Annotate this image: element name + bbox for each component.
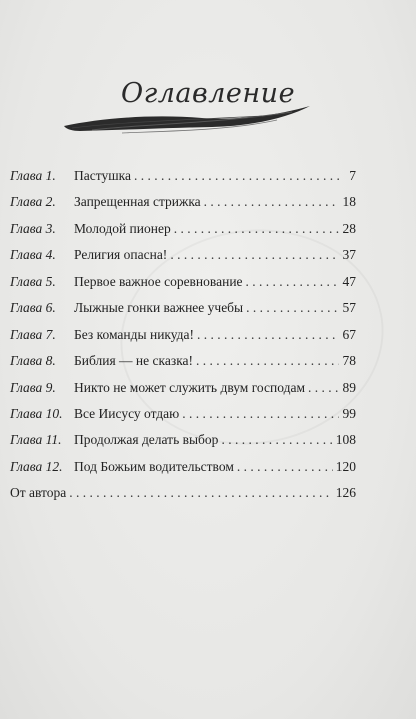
chapter-title: Молодой пионер — [74, 220, 171, 236]
toc-entry[interactable] — [10, 247, 356, 273]
page-number: 67 — [342, 326, 356, 342]
toc-entry[interactable] — [10, 353, 356, 379]
chapter-title: Религия опасна! — [74, 247, 168, 263]
chapter-title: Под Божьим водительством — [74, 458, 234, 474]
page-number: 89 — [342, 379, 356, 395]
chapter-title: Пастушка — [74, 168, 131, 183]
dot-leader — [197, 327, 339, 343]
dot-leader — [246, 300, 339, 316]
dot-leader — [196, 353, 339, 369]
chapter-number: Глава 8. — [10, 353, 56, 369]
page-number: 47 — [342, 273, 356, 289]
page-number: 7 — [349, 168, 356, 183]
chapter-number: Глава 2. — [10, 194, 56, 210]
toc-entry[interactable] — [10, 432, 356, 458]
chapter-number: Глава 12. — [10, 458, 63, 474]
page-number: 78 — [342, 353, 356, 369]
chapter-number: Глава 7. — [10, 326, 56, 342]
page-number: 126 — [335, 485, 356, 501]
page-number: 18 — [342, 194, 356, 210]
toc-entry[interactable] — [10, 194, 356, 220]
chapter-number: Глава 3. — [10, 220, 56, 236]
dot-leader — [308, 380, 339, 396]
chapter-title: Продолжая делать выбор — [74, 432, 219, 448]
toc-entry[interactable] — [10, 406, 356, 432]
page-number: 108 — [335, 432, 356, 448]
chapter-number: Глава 6. — [10, 300, 56, 316]
dot-leader — [174, 221, 339, 237]
page-number: 120 — [335, 458, 356, 474]
chapter-title: Запрещенная стрижка — [74, 194, 201, 210]
brush-stroke-ornament — [62, 104, 312, 140]
chapter-number: Глава 9. — [10, 379, 56, 395]
chapter-title: Первое важное соревнование — [74, 273, 243, 289]
dot-leader — [69, 485, 332, 501]
chapter-number: Глава 4. — [10, 247, 56, 263]
chapter-title: Без команды никуда! — [74, 326, 195, 342]
page-number: 28 — [342, 220, 356, 236]
dot-leader — [134, 168, 339, 184]
dot-leader — [237, 459, 333, 475]
chapter-number: Глава 11. — [10, 432, 62, 448]
chapter-number: Глава 10. — [10, 405, 63, 421]
chapter-number: Глава 5. — [10, 273, 56, 289]
toc-entry[interactable] — [10, 459, 356, 485]
dot-leader — [204, 194, 339, 210]
toc-entry-author-note[interactable] — [10, 485, 356, 511]
chapter-title: Библия — не сказка! — [74, 353, 194, 369]
toc-entry[interactable] — [10, 221, 356, 247]
page-title: Оглавление — [120, 78, 296, 109]
page-number: 57 — [342, 300, 356, 316]
toc-entry[interactable] — [10, 300, 356, 326]
page-number: 99 — [342, 405, 356, 421]
toc-entry[interactable] — [10, 380, 356, 406]
dot-leader — [246, 274, 339, 290]
toc-entry[interactable] — [10, 327, 356, 353]
chapter-number: Глава 1. — [10, 168, 56, 183]
chapter-title: Никто не может служить двум господам — [74, 379, 305, 395]
dot-leader — [221, 432, 332, 448]
toc-entry[interactable] — [10, 274, 356, 300]
section-title: От автора — [10, 485, 67, 501]
table-of-contents — [10, 168, 356, 512]
chapter-title: Лыжные гонки важнее учебы — [74, 300, 244, 316]
chapter-title: Все Иисусу отдаю — [74, 405, 180, 421]
toc-entry[interactable] — [10, 168, 356, 194]
dot-leader — [170, 247, 339, 263]
dot-leader — [182, 406, 339, 422]
page-number: 37 — [342, 247, 356, 263]
